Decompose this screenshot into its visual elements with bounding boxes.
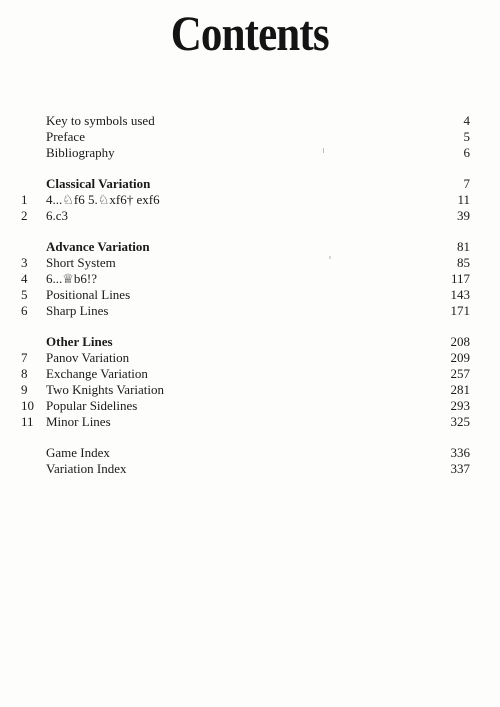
entry-title: Advance Variation [46, 239, 150, 254]
toc-entry [0, 192, 500, 208]
page-number: 11 [457, 192, 470, 207]
page-number: 293 [450, 398, 470, 413]
page-number: 143 [450, 287, 470, 302]
entry-title: Bibliography [46, 145, 115, 160]
entry-title: Two Knights Variation [46, 382, 165, 397]
toc-entry [0, 287, 500, 303]
toc-entry [0, 414, 500, 430]
chapter-number: 7 [21, 350, 28, 365]
group-spacer [0, 224, 500, 239]
page-number: 117 [450, 271, 470, 286]
toc-entry [0, 208, 500, 224]
toc-entry [0, 113, 500, 129]
entry-title: Panov Variation [46, 350, 130, 365]
entry-title: Positional Lines [46, 287, 131, 302]
toc-entry [0, 382, 500, 398]
page-number: 81 [457, 239, 470, 254]
chapter-number: 11 [21, 414, 34, 429]
entry-title: Exchange Variation [46, 366, 148, 381]
page-number: 39 [457, 208, 470, 223]
entry-title: Short System [46, 255, 116, 270]
entry-title: 4...♘f6 5.♘xf6† exf6 [46, 192, 160, 207]
page-number: 4 [463, 113, 470, 128]
entry-title: Preface [46, 129, 85, 144]
page-number: 336 [450, 445, 470, 460]
group-spacer [0, 319, 500, 334]
page-number: 7 [463, 176, 470, 191]
entry-title: 6.c3 [46, 208, 69, 223]
page-number: 85 [457, 255, 470, 270]
toc-entry [0, 255, 500, 271]
chapter-number: 5 [21, 287, 28, 302]
chapter-number: 9 [21, 382, 28, 397]
entry-title: Sharp Lines [46, 303, 109, 318]
page-number: 6 [463, 145, 470, 160]
chapter-number: 6 [21, 303, 28, 318]
toc-entry [0, 350, 500, 366]
table-of-contents [0, 113, 500, 477]
page-number: 257 [450, 366, 470, 381]
page-number: 171 [450, 303, 470, 318]
toc-entry [0, 129, 500, 145]
page-number: 208 [450, 334, 470, 349]
scan-speck [323, 148, 324, 153]
page-title: Contents [170, 5, 329, 61]
entry-title: Game Index [46, 445, 110, 460]
group-spacer [0, 161, 500, 176]
toc-entry [0, 303, 500, 319]
scan-speck [329, 256, 331, 259]
page-number: 5 [463, 129, 470, 144]
toc-entry [0, 145, 500, 161]
page-number: 325 [450, 414, 470, 429]
chapter-number: 1 [21, 192, 28, 207]
toc-entry [0, 271, 500, 287]
chapter-number: 8 [21, 366, 28, 381]
entry-title: Classical Variation [46, 176, 151, 191]
entry-title: 6...♕b6!? [46, 271, 98, 286]
entry-title: Key to symbols used [46, 113, 155, 128]
entry-title: Minor Lines [46, 414, 111, 429]
entry-title: Popular Sidelines [46, 398, 138, 413]
page-number: 337 [450, 461, 470, 476]
toc-section-heading [0, 239, 500, 255]
chapter-number: 3 [21, 255, 28, 270]
chapter-number: 10 [21, 398, 34, 413]
chapter-number: 2 [21, 208, 28, 223]
entry-title: Variation Index [46, 461, 127, 476]
toc-entry [0, 398, 500, 414]
entry-title: Other Lines [46, 334, 113, 349]
chapter-number: 4 [21, 271, 28, 286]
toc-section-heading [0, 176, 500, 192]
toc-entry [0, 461, 500, 477]
toc-entry [0, 445, 500, 461]
group-spacer [0, 430, 500, 445]
page-number: 281 [450, 382, 470, 397]
toc-entry [0, 366, 500, 382]
page-number: 209 [450, 350, 470, 365]
toc-section-heading [0, 334, 500, 350]
